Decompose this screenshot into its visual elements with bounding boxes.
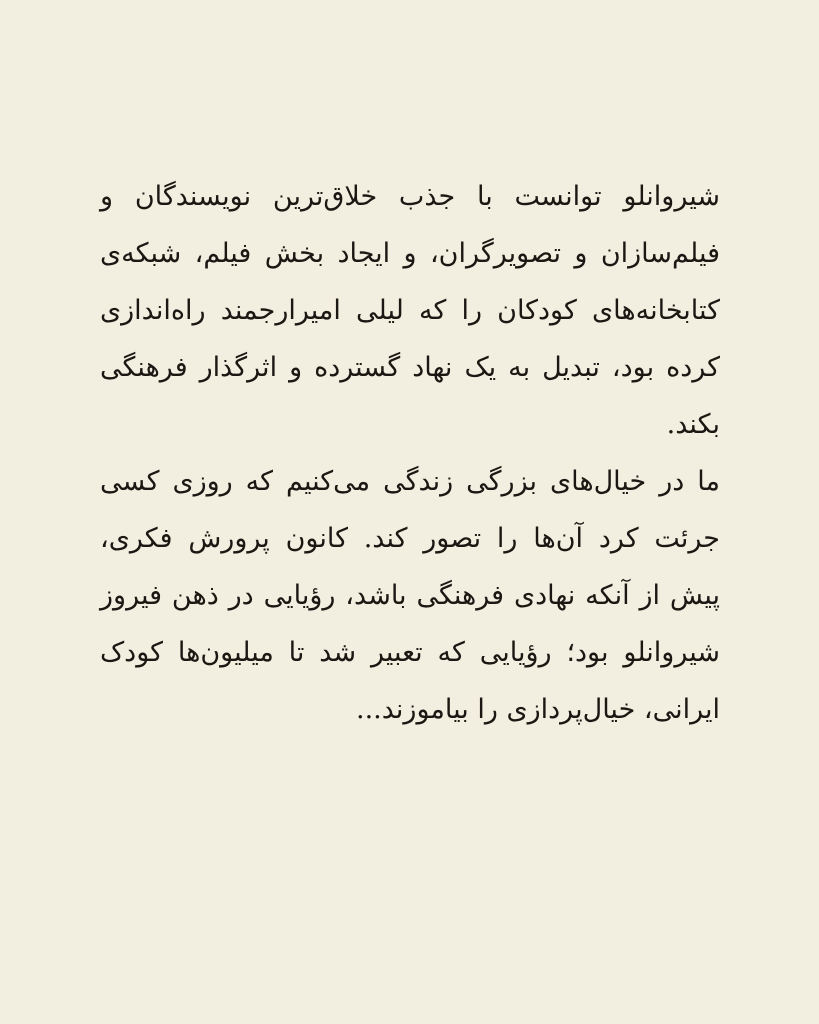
- paragraph-1: شیروانلو توانست با جذب خلاق‌ترین نویسندگان و فیلم‌سازان و تصویرگران، و ایجاد بخش فیلم، شبکه‌ی کتابخانه‌های کودکان را که لیلی امیرارجمند راه‌اندازی کرده بود، تبدیل به یک نهاد گسترده و اثرگذار فرهنگی بکند.: [100, 181, 720, 440]
- paragraph-2: ما در خیال‌های بزرگی زندگی می‌کنیم که روزی کسی جرئت کرد آن‌ها را تصور کند. کانون پرورش فکری، پیش از آنکه نهادی فرهنگی باشد، رؤیایی در ذهن فیروز شیروانلو بود؛ رؤیایی که تعبیر شد تا میلیون‌ها کودک ایرانی، خیال‌پردازی را بیاموزند...: [100, 466, 720, 725]
- main-text-block: [100, 168, 720, 738]
